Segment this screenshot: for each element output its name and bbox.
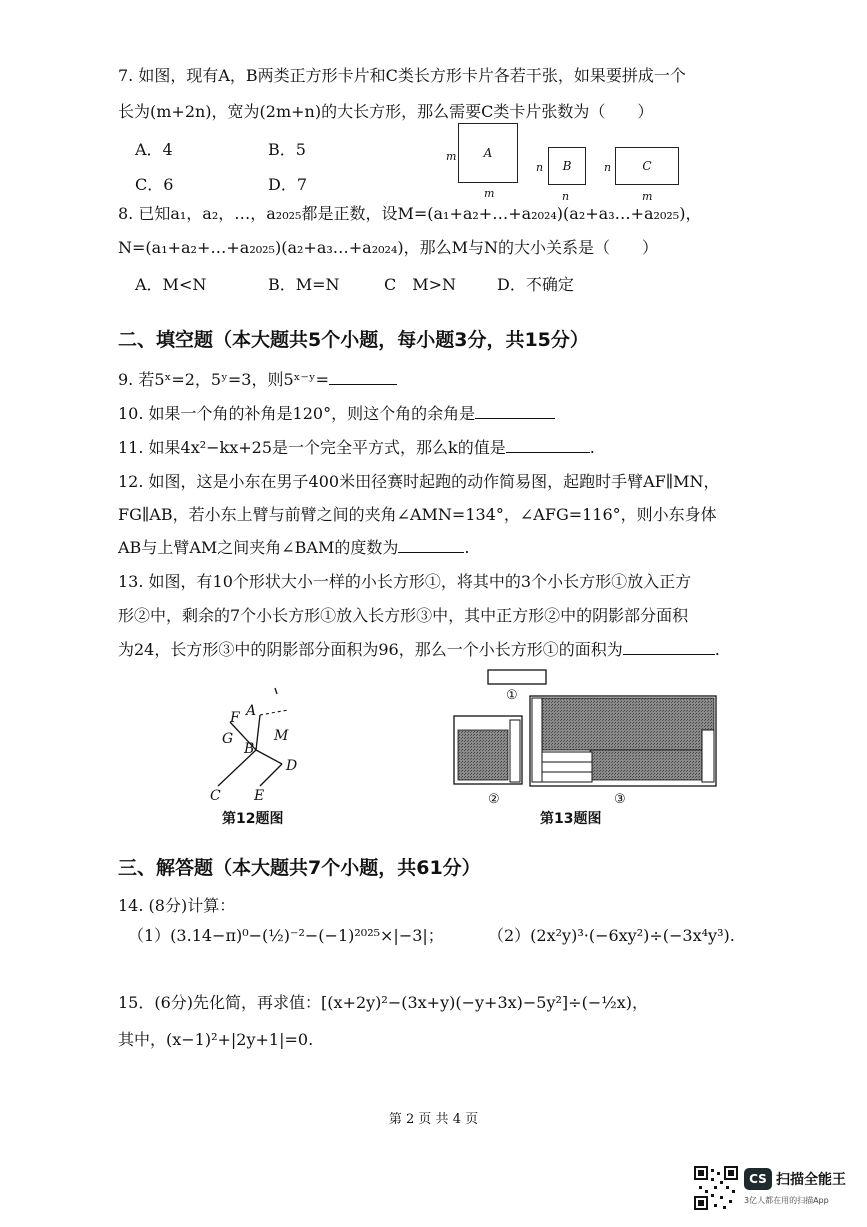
camscanner-name: 扫描全能王 [776, 1172, 846, 1188]
q9-stem: 9. 若5ˣ=2，5ʸ=3，则5ˣ⁻ʸ= [118, 370, 330, 389]
card-a [458, 123, 518, 183]
fig13-square-2-shaded [458, 730, 508, 780]
q12-tail: . [464, 538, 470, 557]
q7-option-a: A．4 [135, 140, 173, 159]
figure-13-diagram [450, 668, 722, 808]
fig13-rect-3-shaded-top [542, 698, 714, 750]
q11-blank [506, 438, 590, 453]
fig13-rect-3-shaded-bottom [590, 750, 714, 780]
fig12-tick-mark [275, 688, 277, 694]
fig13-square-2-strip [510, 720, 520, 782]
card-c [615, 147, 679, 185]
fig12-line-ba [256, 715, 260, 750]
fig13-rect-3-vstrip [532, 698, 542, 782]
fig13-rect-3-hstrip-2 [542, 762, 592, 772]
q13-line1: 13. 如图，有10个形状大小一样的小长方形①，将其中的3个小长方形①放入正方 [118, 572, 692, 591]
card-c-side-label: n [604, 161, 612, 174]
q13-line3: 为24，长方形③中的阴影部分面积为96，那么一个小长方形①的面积为 [118, 640, 623, 659]
q12-line2: FG∥AB，若小东上臂与前臂之间的夹角∠AMN=134°，∠AFG=116°，则小东身体 [118, 505, 717, 524]
fig12-label-m: M [274, 728, 289, 744]
q10-text [118, 404, 555, 424]
q14-part1: （1）(3.14−π)⁰−(½)⁻²−(−1)²⁰²⁵×|−3|； [128, 926, 444, 945]
fig12-label-e: E [254, 788, 265, 804]
fig12-label-b: B [244, 741, 255, 757]
q11-tail: . [589, 438, 595, 457]
fig12-label-f: F [230, 710, 240, 726]
q13-line2: 形②中，剩余的7个小长方形①放入长方形③中，其中正方形②中的阴影部分面积 [118, 606, 689, 625]
fig12-line-de [260, 764, 282, 786]
q11-stem: 11. 如果4x²−kx+25是一个完全平方式，那么k的值是 [118, 438, 506, 457]
q9-text [118, 370, 397, 390]
fig13-label-3: ③ [614, 792, 626, 807]
fig12-label-g: G [222, 731, 234, 747]
card-c-bottom-label: m [642, 190, 653, 203]
fig13-rect-3-right-strip [702, 730, 714, 782]
q8-line1: 8. 已知a₁，a₂，…，a₂₀₂₅都是正数，设M=(a₁+a₂+…+a₂₀₂₄)(a₂+a₃…+a₂₀₂₅)， [118, 204, 702, 223]
q8-option-a: A．M<N [135, 275, 207, 294]
q10-blank [475, 404, 555, 419]
figure-13-caption: 第13题图 [540, 811, 602, 827]
fig12-label-c: C [210, 788, 221, 804]
q10-stem: 10. 如果一个角的补角是120°，则这个角的余角是 [118, 404, 476, 423]
q8-line2: N=(a₁+a₂+…+a₂₀₂₅)(a₂+a₃…+a₂₀₂₄)，那么M与N的大小关系是（ ） [118, 238, 658, 257]
qr-code-icon [694, 1166, 738, 1210]
q8-option-c: C M>N [384, 275, 457, 294]
fig12-line-am [260, 710, 288, 715]
section2-title: 二、填空题（本大题共5个小题，每小题3分，共15分） [118, 329, 589, 351]
fig12-label-a: A [246, 703, 257, 719]
q15-line1: 15．(6分)先化简，再求值：[(x+2y)²−(3x+y)(−y+3x)−5y²]÷(−½x)， [118, 993, 649, 1012]
q13-line3-wrap [118, 640, 720, 660]
section3-title: 三、解答题（本大题共7个小题，共61分） [118, 857, 481, 879]
q7-option-c: C．6 [135, 175, 174, 194]
card-a-label: A [483, 146, 493, 160]
q12-line3-wrap [118, 538, 469, 558]
card-a-side-label: m [446, 150, 457, 163]
q14-part2: （2）(2x²y)³·(−6xy²)÷(−3x⁴y³). [488, 926, 735, 945]
q7-line2: 长为(m+2n)，宽为(2m+n)的大长方形，那么需要C类卡片张数为（ ） [118, 102, 654, 121]
fig13-rect-3-hstrip-3 [542, 772, 592, 782]
card-c-label: C [642, 159, 652, 173]
camscanner-tagline: 3亿人都在用的扫描App [744, 1196, 829, 1205]
q9-blank [329, 370, 397, 385]
card-b-bottom-label: n [562, 190, 570, 203]
figure-12-caption: 第12题图 [222, 811, 284, 827]
card-b-label: B [562, 159, 572, 173]
q13-tail: . [714, 640, 720, 659]
q7-option-d: D．7 [268, 175, 308, 194]
fig12-line-bd [256, 750, 282, 764]
camscanner-logo-icon [744, 1168, 772, 1190]
q7-option-b: B．5 [268, 140, 306, 159]
q13-blank [623, 640, 715, 655]
fig13-rect-1 [488, 670, 546, 684]
camscanner-logo-text: CS [749, 1172, 767, 1186]
page-footer: 第 2 页 共 4 页 [388, 1112, 479, 1127]
card-a-bottom-label: m [484, 187, 495, 200]
card-b [548, 147, 586, 185]
fig13-rect-3-hstrip-1 [542, 752, 592, 762]
q8-option-d: D．不确定 [497, 275, 574, 294]
q15-line2: 其中，(x−1)²+|2y+1|=0. [118, 1030, 314, 1049]
q11-text [118, 438, 595, 458]
figure-12-diagram [200, 680, 340, 810]
q7-line1: 7. 如图，现有A，B两类正方形卡片和C类长方形卡片各若干张，如果要拼成一个 [118, 66, 686, 85]
q8-option-b: B．M=N [268, 275, 340, 294]
q12-blank [398, 538, 464, 553]
card-b-side-label: n [536, 161, 544, 174]
q14-head: 14. (8分)计算： [118, 896, 236, 915]
fig13-label-2: ② [488, 792, 500, 807]
q12-line3: AB与上臂AM之间夹角∠BAM的度数为 [118, 538, 399, 557]
fig12-label-d: D [286, 758, 298, 774]
q12-line1: 12. 如图，这是小东在男子400米田径赛时起跑的动作简易图，起跑时手臂AF∥MN， [118, 472, 720, 491]
fig13-label-1: ① [506, 688, 518, 703]
